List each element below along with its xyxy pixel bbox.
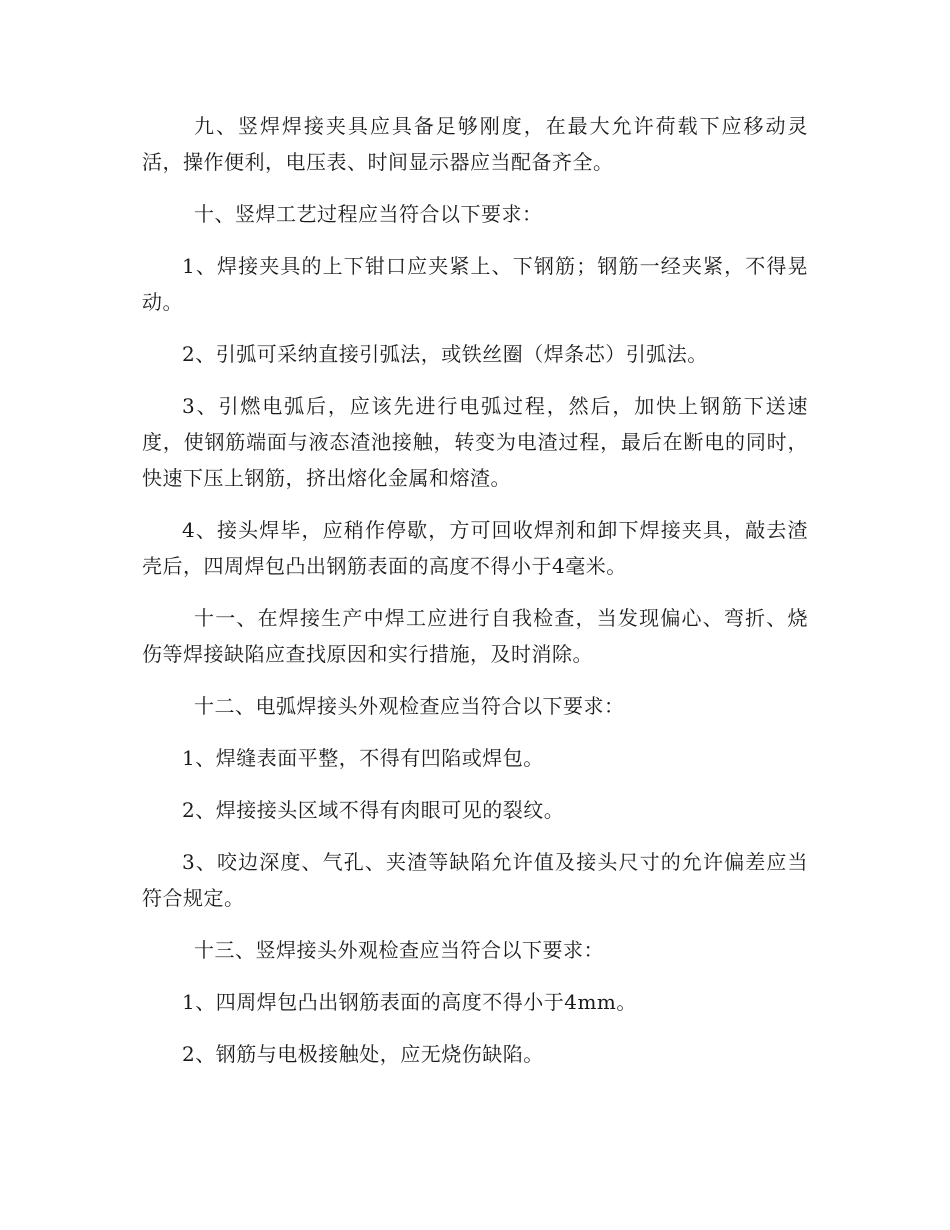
section-twelve-item-3: 3、咬边深度、气孔、夹渣等缺陷允许值及接头尺寸的允许偏差应当符合规定。 [142,850,808,910]
section-twelve-item-2: 2、焊接接头区域不得有肉眼可见的裂纹。 [182,798,565,822]
section-thirteen-heading: 十三、竖焊接头外观检查应当符合以下要求： [194,938,604,962]
section-twelve-heading: 十二、电弧焊接头外观检查应当符合以下要求： [194,694,625,718]
section-ten-item-2: 2、引弧可采纳直接引弧法，或铁丝圈（焊条芯）引弧法。 [182,342,708,366]
section-twelve-item-1: 1、焊缝表面平整，不得有凹陷或焊包。 [182,746,544,770]
section-ten-item-3: 3、引燃电弧后，应该先进行电弧过程，然后，加快上钢筋下送速度，使钢筋端面与液态渣池接触，转变为电渣过程，最后在断电的同时，快速下压上钢筋，挤出熔化金属和熔渣。 [142,394,808,490]
document-body [142,108,808,1088]
section-nine-paragraph: 九、竖焊焊接夹具应具备足够刚度，在最大允许荷载下应移动灵活，操作便利，电压表、时间显示器应当配备齐全。 [142,114,808,174]
section-eleven-paragraph: 十一、在焊接生产中焊工应进行自我检查，当发现偏心、弯折、烧伤等焊接缺陷应查找原因和实行措施，及时消除。 [142,606,808,666]
section-ten-heading: 十、竖焊工艺过程应当符合以下要求： [194,202,543,226]
section-ten-item-4: 4、接头焊毕，应稍作停歇，方可回收焊剂和卸下焊接夹具，敲去渣壳后，四周焊包凸出钢筋表面的高度不得小于4毫米。 [142,518,808,578]
section-ten-item-1: 1、焊接夹具的上下钳口应夹紧上、下钢筋；钢筋一经夹紧，不得晃动。 [142,254,808,314]
section-thirteen-item-2: 2、钢筋与电极接触处，应无烧伤缺陷。 [182,1042,544,1066]
section-thirteen-item-1: 1、四周焊包凸出钢筋表面的高度不得小于4mm。 [182,990,637,1014]
